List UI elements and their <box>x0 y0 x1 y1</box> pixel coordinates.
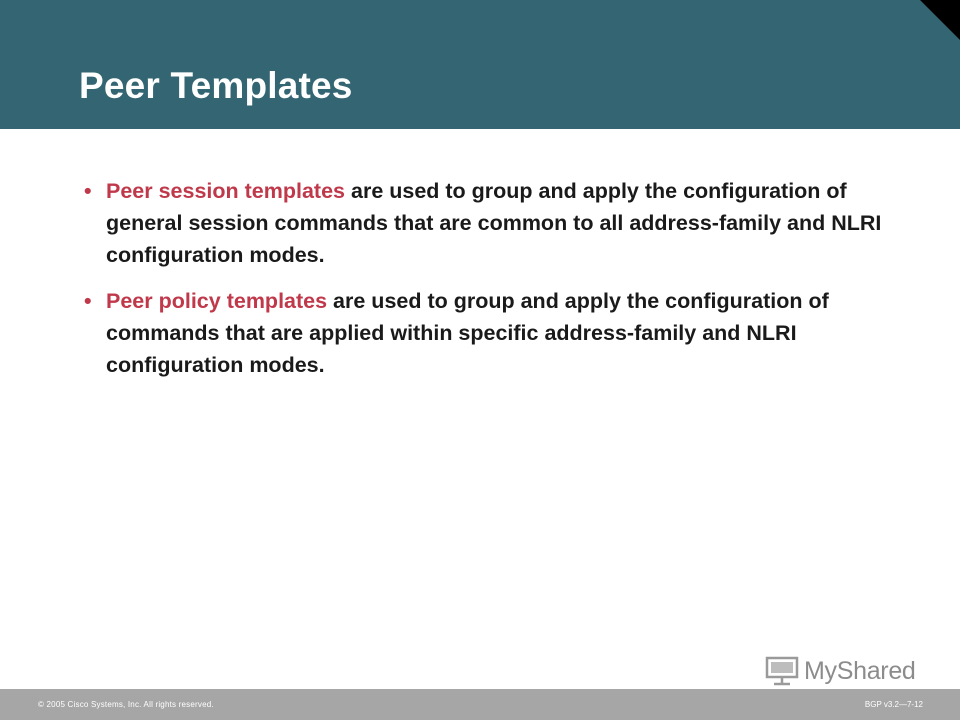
bullet-dot: • <box>84 289 92 313</box>
slide-header <box>0 0 960 129</box>
myshared-watermark <box>764 656 916 686</box>
watermark-text: MyShared <box>804 656 916 685</box>
bullet-text: are used to group and apply the configuration of commands that are applied within specific address-family and NLRI configuration modes. <box>106 289 829 377</box>
bullet-list <box>84 175 904 395</box>
bullet-item <box>84 285 904 381</box>
bullet-item <box>84 175 904 271</box>
slide-title: Peer Templates <box>79 65 353 106</box>
slide-id: BGP v3.2—7-12 <box>864 700 923 709</box>
copyright-text: © 2005 Cisco Systems, Inc. All rights reserved. <box>38 700 214 709</box>
slide-footer <box>0 689 960 720</box>
presentation-screen-icon <box>764 656 802 686</box>
bullet-highlight: Peer session templates <box>106 179 346 203</box>
bullet-text: are used to group and apply the configuration of general session commands that are common to all address-family and NLRI configuration modes. <box>106 179 882 267</box>
bullet-highlight: Peer policy templates <box>106 289 328 313</box>
corner-triangle <box>920 0 960 40</box>
bullet-dot: • <box>84 179 92 203</box>
